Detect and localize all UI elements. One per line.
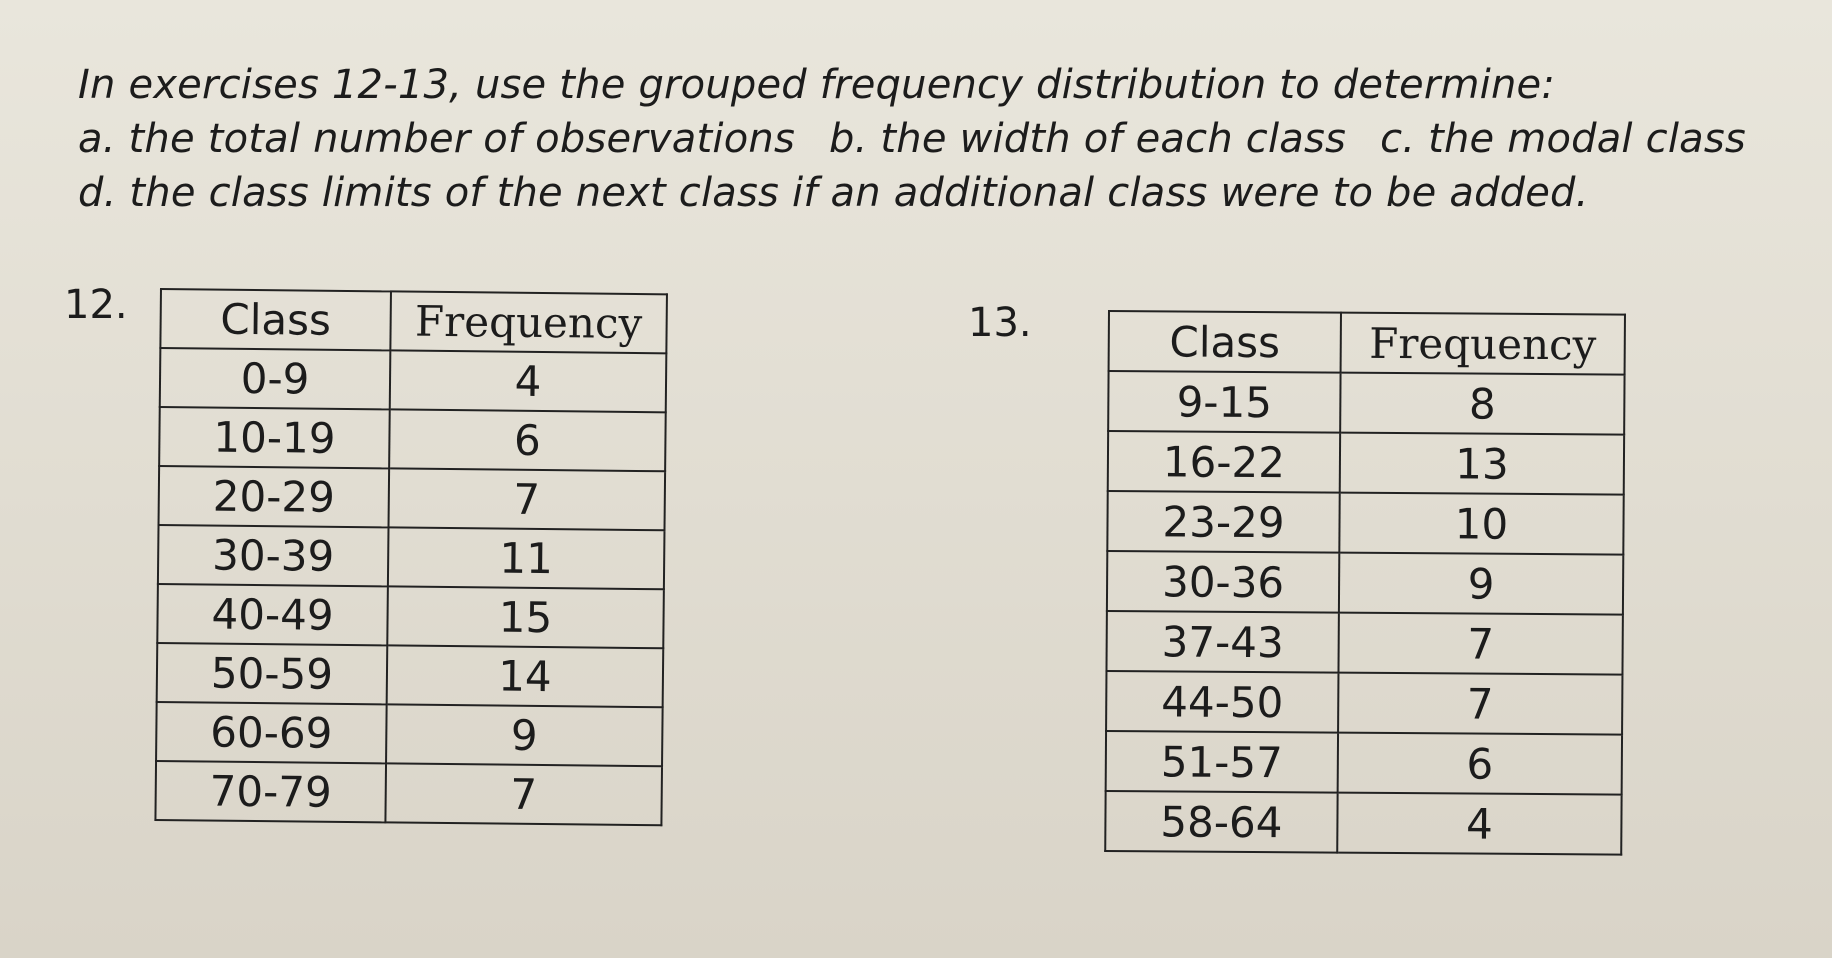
table-row (156, 702, 663, 766)
instructions-line-1: In exercises 12-13, use the grouped frequency distribution to determine: (78, 62, 1556, 108)
exercise-13-number: 13. (968, 300, 1032, 346)
class-cell: 23-29 (1107, 491, 1339, 553)
class-cell: 10-19 (159, 407, 390, 468)
frequency-cell: 7 (385, 763, 662, 825)
table-row (1107, 551, 1623, 615)
frequency-header: Frequency (390, 291, 667, 353)
exercise-12-number: 12. (64, 282, 128, 328)
frequency-cell: 13 (1340, 433, 1624, 495)
table-row (1108, 371, 1624, 435)
frequency-cell: 9 (386, 704, 663, 766)
frequency-cell: 14 (387, 645, 664, 707)
table-row (1106, 671, 1622, 735)
class-cell: 44-50 (1106, 671, 1338, 733)
class-cell: 51-57 (1106, 731, 1338, 793)
table-row (1105, 791, 1621, 855)
table-header-row (1109, 311, 1625, 375)
instruction-b: b. the width of each class (828, 116, 1347, 162)
class-cell: 30-36 (1107, 551, 1339, 613)
table-row (159, 407, 666, 471)
instructions-line-2 (78, 112, 1778, 166)
table-row (1107, 491, 1623, 555)
table-header-row (160, 289, 667, 353)
table-row (159, 466, 666, 530)
instructions-line-3: d. the class limits of the next class if an additional class were to be added. (78, 170, 1589, 216)
table-row (1106, 731, 1622, 795)
instruction-a: a. the total number of observations (78, 116, 795, 162)
table-row (158, 525, 665, 589)
class-cell: 50-59 (157, 643, 388, 704)
frequency-cell: 7 (1338, 613, 1622, 675)
exercise-12-table (154, 288, 668, 826)
table-row (1108, 431, 1624, 495)
frequency-cell: 7 (1338, 673, 1622, 735)
table-row (160, 348, 667, 412)
class-cell: 70-79 (155, 761, 386, 822)
class-cell: 30-39 (158, 525, 389, 586)
class-cell: 20-29 (159, 466, 390, 527)
class-header: Class (1109, 311, 1341, 373)
class-cell: 9-15 (1108, 371, 1340, 433)
frequency-cell: 4 (390, 350, 667, 412)
table-row (1106, 611, 1622, 675)
frequency-cell: 6 (1338, 733, 1622, 795)
class-cell: 16-22 (1108, 431, 1340, 493)
frequency-cell: 9 (1339, 553, 1623, 615)
exercise-13-table (1104, 310, 1626, 856)
table-row (155, 761, 662, 825)
class-header: Class (160, 289, 391, 350)
frequency-cell: 4 (1337, 793, 1621, 855)
instructions (78, 58, 1778, 220)
class-cell: 0-9 (160, 348, 391, 409)
frequency-cell: 8 (1340, 373, 1624, 435)
frequency-header: Frequency (1341, 313, 1625, 375)
frequency-cell: 15 (387, 586, 664, 648)
class-cell: 58-64 (1105, 791, 1337, 853)
table-row (157, 643, 664, 707)
frequency-cell: 10 (1339, 493, 1623, 555)
class-cell: 40-49 (157, 584, 388, 645)
frequency-cell: 7 (389, 468, 666, 530)
table-row (157, 584, 664, 648)
instruction-c: c. the modal class (1380, 116, 1746, 162)
frequency-cell: 6 (389, 409, 666, 471)
class-cell: 37-43 (1106, 611, 1338, 673)
class-cell: 60-69 (156, 702, 387, 763)
frequency-cell: 11 (388, 527, 665, 589)
